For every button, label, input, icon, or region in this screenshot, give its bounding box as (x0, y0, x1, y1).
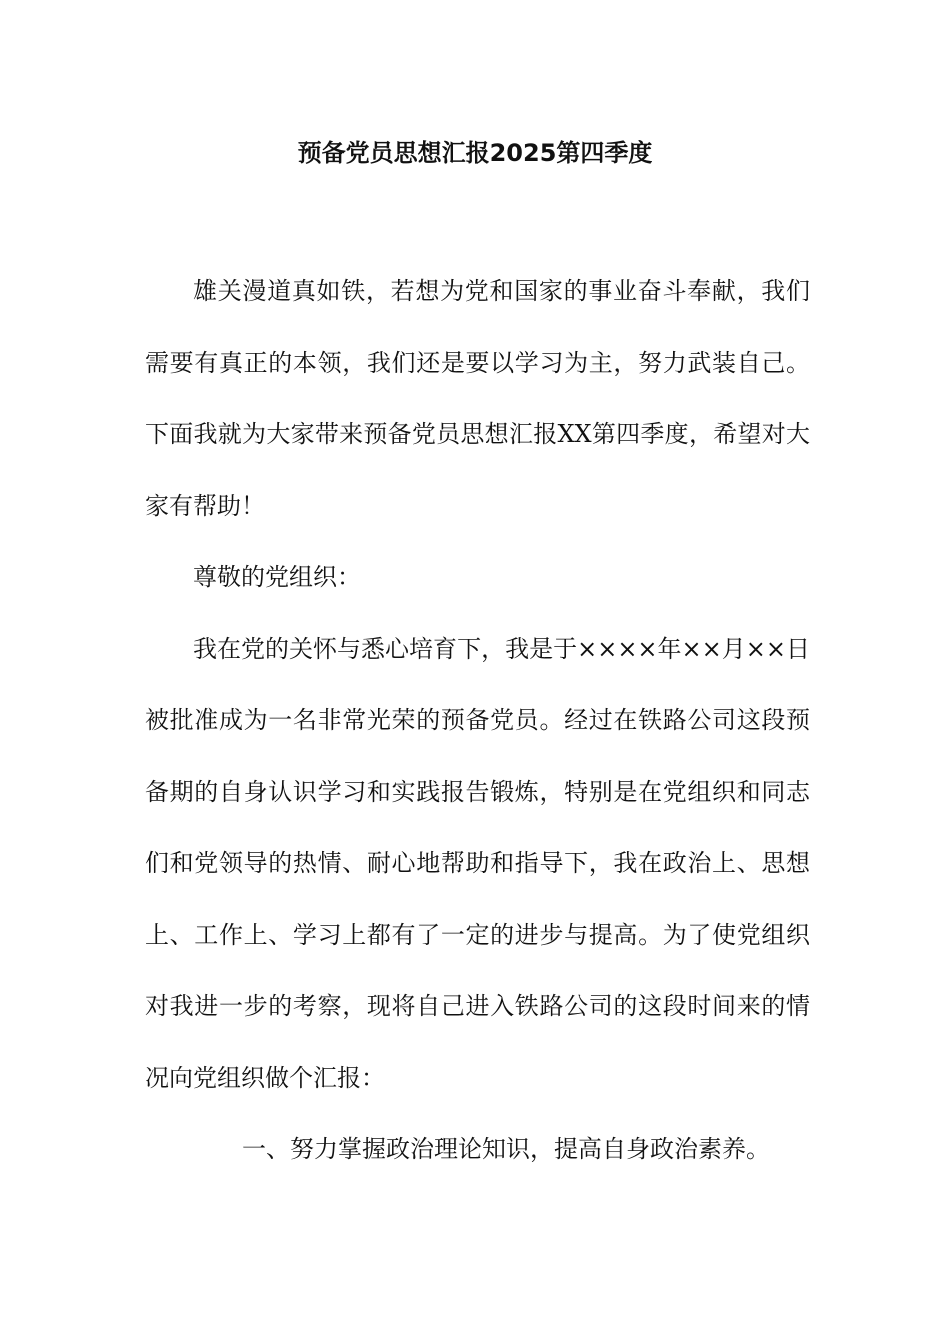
document-body (145, 256, 810, 1186)
report-paragraph: 我在党的关怀与悉心培育下，我是于××××年××月××日被批准成为一名非常光荣的预备党员。经过在铁路公司这段预备期的自身认识学习和实践报告锻炼，特别是在党组织和同志们和党领导的热情、耐心地帮助和指导下，我在政治上、思想上、工作上、学习上都有了一定的进步与提高。为了使党组织对我进一步的考察，现将自己进入铁路公司的这段时间来的情况向党组织做个汇报： (145, 634, 810, 1092)
document-title: 预备党员思想汇报2025第四季度 (297, 139, 653, 167)
intro-paragraph: 雄关漫道真如铁，若想为党和国家的事业奋斗奉献，我们需要有真正的本领，我们还是要以学习为主，努力武装自己。下面我就为大家带来预备党员思想汇报XX第四季度，希望对大家有帮助！ (145, 277, 810, 520)
salutation: 尊敬的党组织： (193, 563, 361, 591)
section-heading-one: 一、努力掌握政治理论知识，提高自身政治素养。 (242, 1135, 770, 1163)
